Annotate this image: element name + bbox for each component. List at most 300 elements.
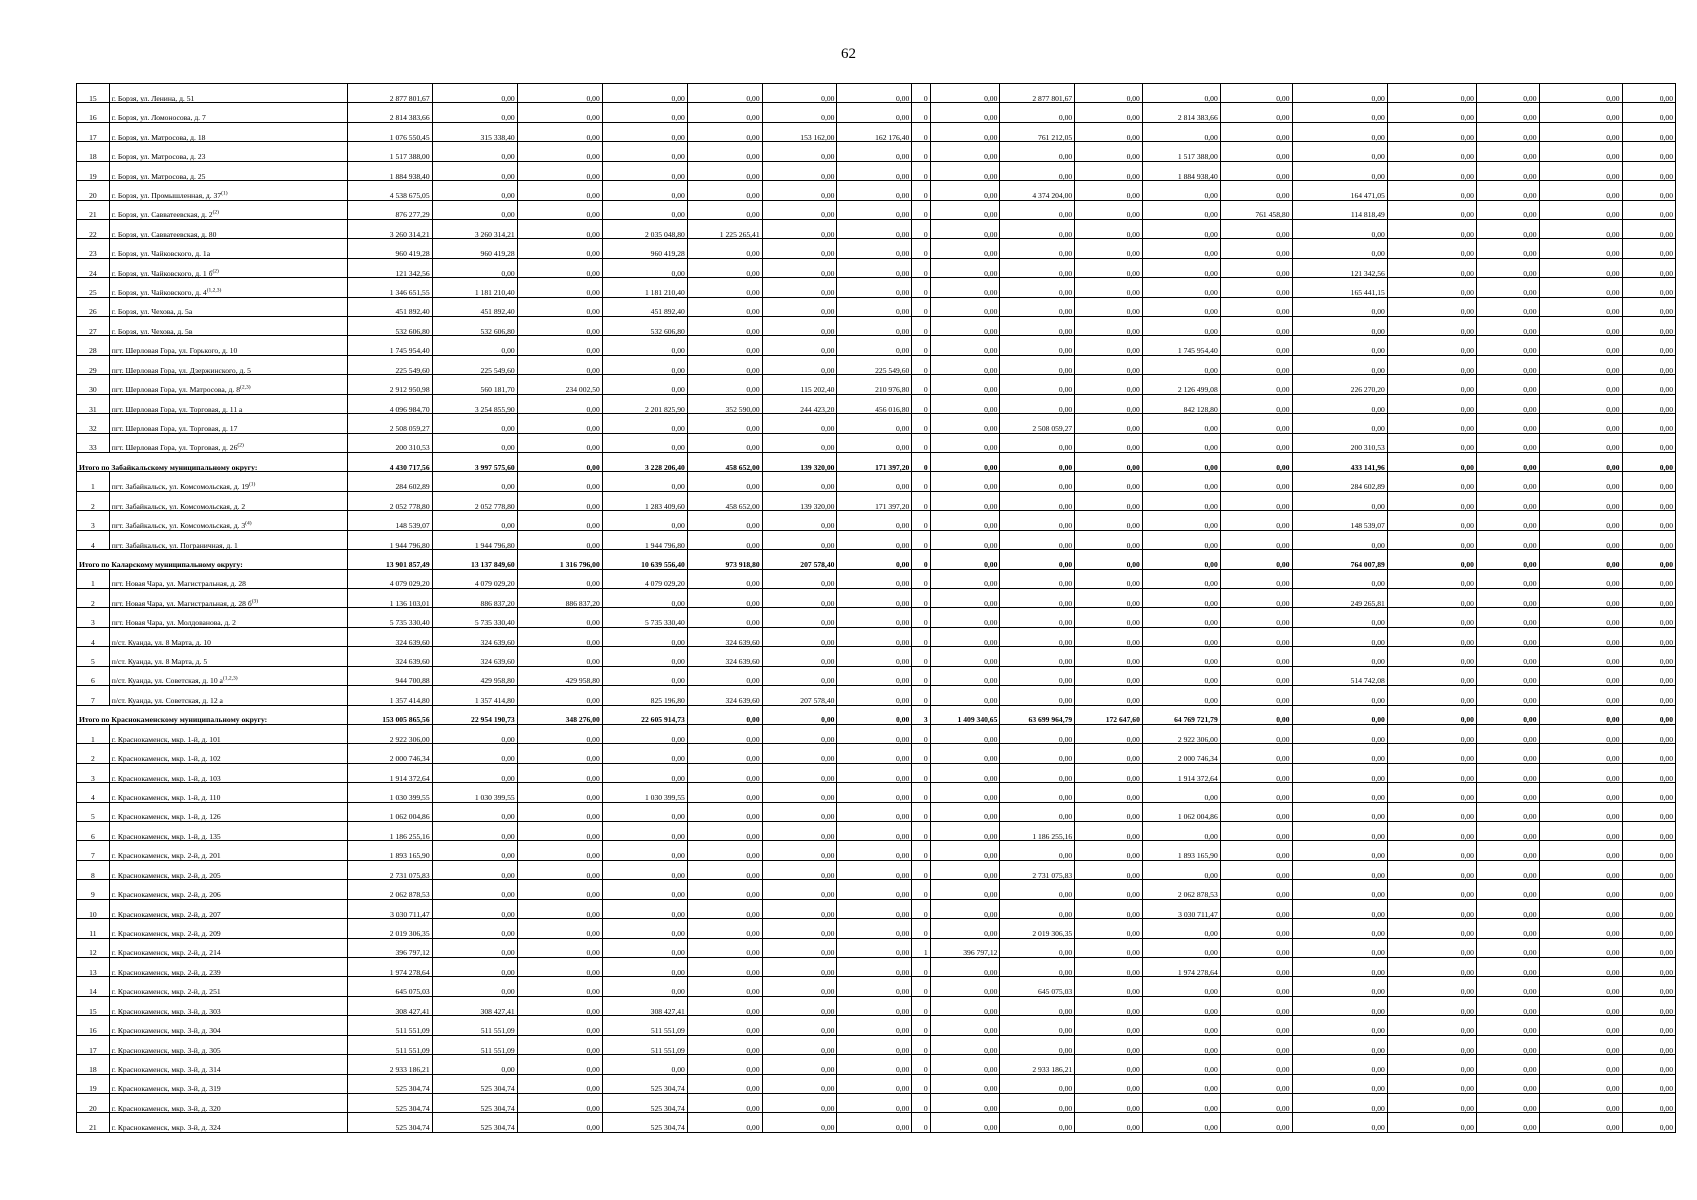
address-text: г. Краснокаменск, мкр. 1-й, д. 110 bbox=[111, 793, 221, 803]
value-cell: 0 bbox=[912, 530, 930, 549]
value-cell: 0,00 bbox=[687, 899, 762, 918]
value-cell: 0,00 bbox=[1476, 841, 1539, 860]
value-cell: 0 bbox=[912, 511, 930, 530]
row-number: 15 bbox=[77, 996, 110, 1015]
address-cell bbox=[109, 491, 347, 510]
value-cell: 0,00 bbox=[837, 841, 912, 860]
value-cell: 0,00 bbox=[1539, 103, 1622, 122]
value-cell: 0,00 bbox=[1000, 239, 1075, 258]
value-cell: 0,00 bbox=[687, 744, 762, 763]
value-cell: 0,00 bbox=[930, 588, 1000, 607]
value-cell: 0,00 bbox=[930, 433, 1000, 452]
value-cell: 172 647,60 bbox=[1075, 705, 1143, 724]
value-cell: 0,00 bbox=[930, 802, 1000, 821]
address-cell bbox=[109, 957, 347, 976]
value-cell: 0,00 bbox=[1387, 258, 1476, 277]
value-cell: 0,00 bbox=[837, 1093, 912, 1112]
value-cell: 0,00 bbox=[1476, 647, 1539, 666]
total-row bbox=[77, 705, 1676, 724]
value-cell: 0 bbox=[912, 880, 930, 899]
table-row bbox=[77, 647, 1676, 666]
value-cell: 4 096 984,70 bbox=[347, 394, 432, 413]
address-cell bbox=[109, 278, 347, 297]
address-text: г. Борзя, ул. Промышленная, д. 37 bbox=[111, 190, 222, 200]
value-cell: 876 277,29 bbox=[347, 200, 432, 219]
value-cell: 0,00 bbox=[1292, 1055, 1387, 1074]
value-cell: 0,00 bbox=[517, 530, 602, 549]
row-number: 27 bbox=[77, 317, 110, 336]
value-cell: 0,00 bbox=[1387, 491, 1476, 510]
value-cell: 0,00 bbox=[1476, 550, 1539, 569]
value-cell: 0,00 bbox=[1622, 996, 1675, 1015]
value-cell: 0,00 bbox=[1539, 355, 1622, 374]
value-cell: 0,00 bbox=[1539, 550, 1622, 569]
value-cell: 0,00 bbox=[687, 1016, 762, 1035]
value-cell: 0,00 bbox=[517, 511, 602, 530]
value-cell: 0,00 bbox=[930, 530, 1000, 549]
footnote-marker: (1,2,3) bbox=[206, 287, 222, 294]
value-cell: 148 539,07 bbox=[347, 511, 432, 530]
value-cell: 0,00 bbox=[930, 822, 1000, 841]
value-cell: 284 602,89 bbox=[347, 472, 432, 491]
value-cell: 0,00 bbox=[1292, 880, 1387, 899]
address-text: г. Краснокаменск, мкр. 2-й, д. 206 bbox=[111, 890, 221, 900]
value-cell: 0,00 bbox=[1539, 181, 1622, 200]
address-text: г. Краснокаменск, мкр. 2-й, д. 207 bbox=[111, 909, 221, 919]
value-cell: 0,00 bbox=[1075, 181, 1143, 200]
value-cell: 3 260 314,21 bbox=[432, 219, 517, 238]
value-cell: 0,00 bbox=[1476, 1074, 1539, 1093]
address-cell bbox=[109, 161, 347, 180]
value-cell: 0,00 bbox=[602, 258, 687, 277]
value-cell: 0,00 bbox=[1476, 938, 1539, 957]
value-cell: 0,00 bbox=[930, 1055, 1000, 1074]
value-cell: 0,00 bbox=[687, 705, 762, 724]
value-cell: 0,00 bbox=[1292, 802, 1387, 821]
value-cell: 1 030 399,55 bbox=[602, 783, 687, 802]
value-cell: 0 bbox=[912, 783, 930, 802]
value-cell: 0,00 bbox=[762, 763, 837, 782]
value-cell: 0,00 bbox=[1075, 647, 1143, 666]
value-cell: 0,00 bbox=[1387, 938, 1476, 957]
value-cell: 0 bbox=[912, 1074, 930, 1093]
value-cell: 0,00 bbox=[1622, 258, 1675, 277]
value-cell: 0,00 bbox=[517, 977, 602, 996]
value-cell: 0 bbox=[912, 1055, 930, 1074]
value-cell: 0,00 bbox=[1000, 627, 1075, 646]
value-cell: 0,00 bbox=[1142, 569, 1220, 588]
value-cell: 0,00 bbox=[837, 278, 912, 297]
row-number: 22 bbox=[77, 219, 110, 238]
value-cell: 0,00 bbox=[930, 1035, 1000, 1054]
value-cell: 0,00 bbox=[1387, 627, 1476, 646]
value-cell: 0,00 bbox=[1220, 763, 1292, 782]
value-cell: 0,00 bbox=[1075, 724, 1143, 743]
value-cell: 0,00 bbox=[1539, 783, 1622, 802]
value-cell: 0,00 bbox=[1387, 239, 1476, 258]
value-cell: 0,00 bbox=[837, 938, 912, 957]
row-number: 5 bbox=[77, 802, 110, 821]
value-cell: 1 316 796,00 bbox=[517, 550, 602, 569]
value-cell: 0,00 bbox=[1476, 1093, 1539, 1112]
value-cell: 0,00 bbox=[1000, 530, 1075, 549]
address-text: пгт. Забайкальск, ул. Пограничная, д. 1 bbox=[111, 540, 238, 550]
value-cell: 0,00 bbox=[1000, 841, 1075, 860]
value-cell: 1 bbox=[912, 938, 930, 957]
row-number: 7 bbox=[77, 686, 110, 705]
value-cell: 0,00 bbox=[930, 453, 1000, 472]
row-number: 2 bbox=[77, 588, 110, 607]
value-cell: 761 212,05 bbox=[1000, 122, 1075, 141]
value-cell: 0,00 bbox=[1220, 375, 1292, 394]
value-cell: 0,00 bbox=[762, 647, 837, 666]
value-cell: 0,00 bbox=[1476, 666, 1539, 685]
row-number: 9 bbox=[77, 880, 110, 899]
value-cell: 396 797,12 bbox=[930, 938, 1000, 957]
value-cell: 0,00 bbox=[1292, 841, 1387, 860]
value-cell: 0,00 bbox=[517, 84, 602, 103]
value-cell: 0,00 bbox=[1220, 996, 1292, 1015]
table-row bbox=[77, 1055, 1676, 1074]
value-cell: 0,00 bbox=[1220, 880, 1292, 899]
value-cell: 0 bbox=[912, 763, 930, 782]
value-cell: 0,00 bbox=[602, 802, 687, 821]
value-cell: 0,00 bbox=[687, 666, 762, 685]
address-text: г. Краснокаменск, мкр. 2-й, д. 214 bbox=[111, 948, 221, 958]
value-cell: 0,00 bbox=[1142, 239, 1220, 258]
value-cell: 0,00 bbox=[1075, 472, 1143, 491]
value-cell: 1 062 004,86 bbox=[1142, 802, 1220, 821]
value-cell: 0 bbox=[912, 84, 930, 103]
value-cell: 0,00 bbox=[1476, 297, 1539, 316]
value-cell: 0,00 bbox=[837, 666, 912, 685]
value-cell: 0,00 bbox=[1075, 919, 1143, 938]
value-cell: 1 914 372,64 bbox=[1142, 763, 1220, 782]
value-cell: 0,00 bbox=[1220, 181, 1292, 200]
value-cell: 0,00 bbox=[837, 1074, 912, 1093]
value-cell: 0,00 bbox=[1539, 336, 1622, 355]
value-cell: 0,00 bbox=[1220, 569, 1292, 588]
table-row bbox=[77, 763, 1676, 782]
value-cell: 0,00 bbox=[1292, 822, 1387, 841]
value-cell: 2 052 778,80 bbox=[432, 491, 517, 510]
address-cell bbox=[109, 977, 347, 996]
row-number: 16 bbox=[77, 103, 110, 122]
value-cell: 0,00 bbox=[1220, 627, 1292, 646]
value-cell: 0,00 bbox=[517, 627, 602, 646]
value-cell: 0,00 bbox=[1220, 394, 1292, 413]
total-label: Итого по Каларскому муниципальному округу: bbox=[77, 550, 348, 569]
value-cell: 0,00 bbox=[1539, 724, 1622, 743]
value-cell: 0,00 bbox=[762, 919, 837, 938]
value-cell: 0 bbox=[912, 181, 930, 200]
value-cell: 0,00 bbox=[1622, 1035, 1675, 1054]
table-row bbox=[77, 822, 1676, 841]
value-cell: 0,00 bbox=[930, 317, 1000, 336]
value-cell: 0,00 bbox=[1292, 608, 1387, 627]
value-cell: 1 186 255,16 bbox=[347, 822, 432, 841]
value-cell: 532 606,80 bbox=[602, 317, 687, 336]
value-cell: 0,00 bbox=[602, 142, 687, 161]
value-cell: 0,00 bbox=[1292, 103, 1387, 122]
value-cell: 0,00 bbox=[1000, 219, 1075, 238]
address-text: г. Борзя, ул. Чехова, д. 5в bbox=[111, 326, 193, 336]
value-cell: 0,00 bbox=[1000, 938, 1075, 957]
address-text: г. Борзя, ул. Савватеевская, д. 2 bbox=[111, 210, 213, 220]
row-number: 12 bbox=[77, 938, 110, 957]
value-cell: 761 458,80 bbox=[1220, 200, 1292, 219]
value-cell: 1 186 255,16 bbox=[1000, 822, 1075, 841]
value-cell: 0 bbox=[912, 977, 930, 996]
value-cell: 0,00 bbox=[1292, 297, 1387, 316]
value-cell: 0,00 bbox=[1539, 1016, 1622, 1035]
value-cell: 0,00 bbox=[930, 239, 1000, 258]
table-row bbox=[77, 686, 1676, 705]
value-cell: 4 538 675,05 bbox=[347, 181, 432, 200]
value-cell: 284 602,89 bbox=[1292, 472, 1387, 491]
value-cell: 0,00 bbox=[1000, 355, 1075, 374]
value-cell: 207 578,40 bbox=[762, 550, 837, 569]
value-cell: 0,00 bbox=[1220, 161, 1292, 180]
value-cell: 0,00 bbox=[602, 181, 687, 200]
value-cell: 0,00 bbox=[602, 957, 687, 976]
address-text: г. Краснокаменск, мкр. 3-й, д. 319 bbox=[111, 1084, 221, 1094]
row-number: 21 bbox=[77, 1113, 110, 1133]
value-cell: 0,00 bbox=[762, 84, 837, 103]
value-cell: 0,00 bbox=[1539, 647, 1622, 666]
value-cell: 0,00 bbox=[1142, 1035, 1220, 1054]
value-cell: 2 877 801,67 bbox=[1000, 84, 1075, 103]
value-cell: 0,00 bbox=[1220, 822, 1292, 841]
value-cell: 0,00 bbox=[930, 103, 1000, 122]
total-row bbox=[77, 550, 1676, 569]
value-cell: 0 bbox=[912, 433, 930, 452]
value-cell: 0,00 bbox=[762, 1074, 837, 1093]
address-cell bbox=[109, 297, 347, 316]
value-cell: 0,00 bbox=[930, 219, 1000, 238]
value-cell: 0,00 bbox=[1000, 686, 1075, 705]
value-cell: 0,00 bbox=[1292, 724, 1387, 743]
table-row bbox=[77, 608, 1676, 627]
value-cell: 0,00 bbox=[687, 802, 762, 821]
value-cell: 0,00 bbox=[837, 899, 912, 918]
address-text: г. Борзя, ул. Чайковского, д. 1 б bbox=[111, 268, 213, 278]
value-cell: 0,00 bbox=[1622, 822, 1675, 841]
value-cell: 0 bbox=[912, 1035, 930, 1054]
value-cell: 0,00 bbox=[1476, 822, 1539, 841]
row-number: 19 bbox=[77, 161, 110, 180]
value-cell: 0,00 bbox=[1000, 258, 1075, 277]
value-cell: 0,00 bbox=[1000, 336, 1075, 355]
address-text: пгт. Забайкальск, ул. Комсомольская, д. 2 bbox=[111, 501, 246, 511]
value-cell: 207 578,40 bbox=[762, 686, 837, 705]
value-cell: 0,00 bbox=[1387, 453, 1476, 472]
value-cell: 0,00 bbox=[1220, 317, 1292, 336]
value-cell: 0,00 bbox=[1075, 783, 1143, 802]
value-cell: 0,00 bbox=[1075, 627, 1143, 646]
value-cell: 0,00 bbox=[1220, 433, 1292, 452]
value-cell: 0,00 bbox=[687, 1074, 762, 1093]
value-cell: 0,00 bbox=[517, 317, 602, 336]
value-cell: 2 052 778,80 bbox=[347, 491, 432, 510]
value-cell: 0,00 bbox=[1387, 686, 1476, 705]
address-text: г. Краснокаменск, мкр. 2-й, д. 251 bbox=[111, 987, 221, 997]
address-cell bbox=[109, 142, 347, 161]
value-cell: 0,00 bbox=[762, 142, 837, 161]
value-cell: 0,00 bbox=[432, 822, 517, 841]
value-cell: 886 837,20 bbox=[517, 588, 602, 607]
value-cell: 0,00 bbox=[432, 414, 517, 433]
value-cell: 0,00 bbox=[1075, 511, 1143, 530]
value-cell: 0,00 bbox=[1000, 957, 1075, 976]
value-cell: 0,00 bbox=[930, 511, 1000, 530]
value-cell: 0,00 bbox=[1539, 511, 1622, 530]
value-cell: 0,00 bbox=[1075, 1016, 1143, 1035]
value-cell: 0,00 bbox=[762, 977, 837, 996]
value-cell: 324 639,60 bbox=[687, 627, 762, 646]
value-cell: 4 079 029,20 bbox=[602, 569, 687, 588]
value-cell: 0,00 bbox=[1220, 647, 1292, 666]
value-cell: 0,00 bbox=[1476, 491, 1539, 510]
value-cell: 0,00 bbox=[517, 336, 602, 355]
value-cell: 0,00 bbox=[1000, 1113, 1075, 1133]
value-cell: 0,00 bbox=[1476, 1016, 1539, 1035]
value-cell: 0,00 bbox=[517, 200, 602, 219]
value-cell: 0,00 bbox=[1075, 375, 1143, 394]
table-row bbox=[77, 569, 1676, 588]
address-cell bbox=[109, 1055, 347, 1074]
value-cell: 0,00 bbox=[1539, 841, 1622, 860]
value-cell: 511 551,09 bbox=[347, 1016, 432, 1035]
value-cell: 0,00 bbox=[1292, 491, 1387, 510]
value-cell: 352 590,00 bbox=[687, 394, 762, 413]
value-cell: 0,00 bbox=[1387, 394, 1476, 413]
value-cell: 0,00 bbox=[762, 996, 837, 1015]
value-cell: 0,00 bbox=[1539, 1093, 1622, 1112]
value-cell: 0,00 bbox=[1000, 491, 1075, 510]
value-cell: 0,00 bbox=[687, 1055, 762, 1074]
value-cell: 0 bbox=[912, 453, 930, 472]
value-cell: 114 818,49 bbox=[1292, 200, 1387, 219]
value-cell: 1 225 265,41 bbox=[687, 219, 762, 238]
row-number: 4 bbox=[77, 530, 110, 549]
value-cell: 0,00 bbox=[602, 355, 687, 374]
value-cell: 0,00 bbox=[1075, 103, 1143, 122]
value-cell: 1 893 165,90 bbox=[1142, 841, 1220, 860]
address-cell bbox=[109, 530, 347, 549]
address-cell bbox=[109, 181, 347, 200]
value-cell: 0,00 bbox=[1622, 880, 1675, 899]
value-cell: 0,00 bbox=[762, 278, 837, 297]
value-cell: 0,00 bbox=[517, 957, 602, 976]
value-cell: 0,00 bbox=[1000, 1035, 1075, 1054]
value-cell: 0,00 bbox=[1292, 860, 1387, 879]
value-cell: 0,00 bbox=[1387, 744, 1476, 763]
value-cell: 0,00 bbox=[1622, 239, 1675, 258]
value-cell: 0,00 bbox=[1387, 530, 1476, 549]
address-cell bbox=[109, 336, 347, 355]
value-cell: 0,00 bbox=[1000, 666, 1075, 685]
value-cell: 324 639,60 bbox=[687, 647, 762, 666]
value-cell: 153 005 865,56 bbox=[347, 705, 432, 724]
value-cell: 0 bbox=[912, 355, 930, 374]
value-cell: 0,00 bbox=[762, 822, 837, 841]
value-cell: 0,00 bbox=[602, 977, 687, 996]
value-cell: 2 000 746,34 bbox=[1142, 744, 1220, 763]
address-text: г. Краснокаменск, мкр. 3-й, д. 305 bbox=[111, 1045, 221, 1055]
value-cell: 225 549,60 bbox=[837, 355, 912, 374]
value-cell: 0,00 bbox=[1075, 84, 1143, 103]
value-cell: 0,00 bbox=[602, 841, 687, 860]
value-cell: 0,00 bbox=[1000, 394, 1075, 413]
value-cell: 0,00 bbox=[1220, 336, 1292, 355]
value-cell: 0,00 bbox=[517, 491, 602, 510]
value-cell: 0,00 bbox=[602, 938, 687, 957]
value-cell: 0,00 bbox=[517, 239, 602, 258]
value-cell: 0,00 bbox=[1220, 686, 1292, 705]
value-cell: 0,00 bbox=[687, 977, 762, 996]
value-cell: 0,00 bbox=[1292, 394, 1387, 413]
value-cell: 0,00 bbox=[930, 472, 1000, 491]
value-cell: 0,00 bbox=[1539, 569, 1622, 588]
value-cell: 0,00 bbox=[837, 84, 912, 103]
value-cell: 0,00 bbox=[930, 142, 1000, 161]
value-cell: 0,00 bbox=[1220, 491, 1292, 510]
value-cell: 0,00 bbox=[762, 880, 837, 899]
address-text: г. Краснокаменск, мкр. 2-й, д. 209 bbox=[111, 928, 221, 938]
value-cell: 0,00 bbox=[1220, 219, 1292, 238]
value-cell: 0,00 bbox=[602, 375, 687, 394]
value-cell: 0 bbox=[912, 802, 930, 821]
value-cell: 886 837,20 bbox=[432, 588, 517, 607]
value-cell: 0,00 bbox=[687, 822, 762, 841]
address-cell bbox=[109, 569, 347, 588]
row-number: 28 bbox=[77, 336, 110, 355]
value-cell: 0,00 bbox=[687, 355, 762, 374]
value-cell: 0,00 bbox=[687, 258, 762, 277]
value-cell: 0,00 bbox=[1539, 1035, 1622, 1054]
value-cell: 3 997 575,60 bbox=[432, 453, 517, 472]
value-cell: 0,00 bbox=[1387, 588, 1476, 607]
value-cell: 0,00 bbox=[1220, 414, 1292, 433]
value-cell: 0,00 bbox=[1476, 763, 1539, 782]
address-text: г. Краснокаменск, мкр. 2-й, д. 239 bbox=[111, 967, 221, 977]
table-row bbox=[77, 336, 1676, 355]
value-cell: 0 bbox=[912, 666, 930, 685]
value-cell: 0,00 bbox=[1142, 783, 1220, 802]
value-cell: 0,00 bbox=[1075, 899, 1143, 918]
value-cell: 0,00 bbox=[1142, 1093, 1220, 1112]
value-cell: 2 877 801,67 bbox=[347, 84, 432, 103]
value-cell: 532 606,80 bbox=[347, 317, 432, 336]
row-number: 4 bbox=[77, 627, 110, 646]
value-cell: 0,00 bbox=[1539, 142, 1622, 161]
value-cell: 1 974 278,64 bbox=[347, 957, 432, 976]
value-cell: 0,00 bbox=[1142, 278, 1220, 297]
value-cell: 0,00 bbox=[432, 84, 517, 103]
value-cell: 0,00 bbox=[930, 1074, 1000, 1093]
value-cell: 0,00 bbox=[1000, 375, 1075, 394]
value-cell: 0,00 bbox=[837, 724, 912, 743]
value-cell: 115 202,40 bbox=[762, 375, 837, 394]
row-number: 31 bbox=[77, 394, 110, 413]
value-cell: 645 075,03 bbox=[1000, 977, 1075, 996]
value-cell: 0,00 bbox=[602, 511, 687, 530]
value-cell: 0,00 bbox=[837, 1055, 912, 1074]
value-cell: 0,00 bbox=[1476, 919, 1539, 938]
value-cell: 0,00 bbox=[1539, 297, 1622, 316]
value-cell: 0,00 bbox=[517, 414, 602, 433]
